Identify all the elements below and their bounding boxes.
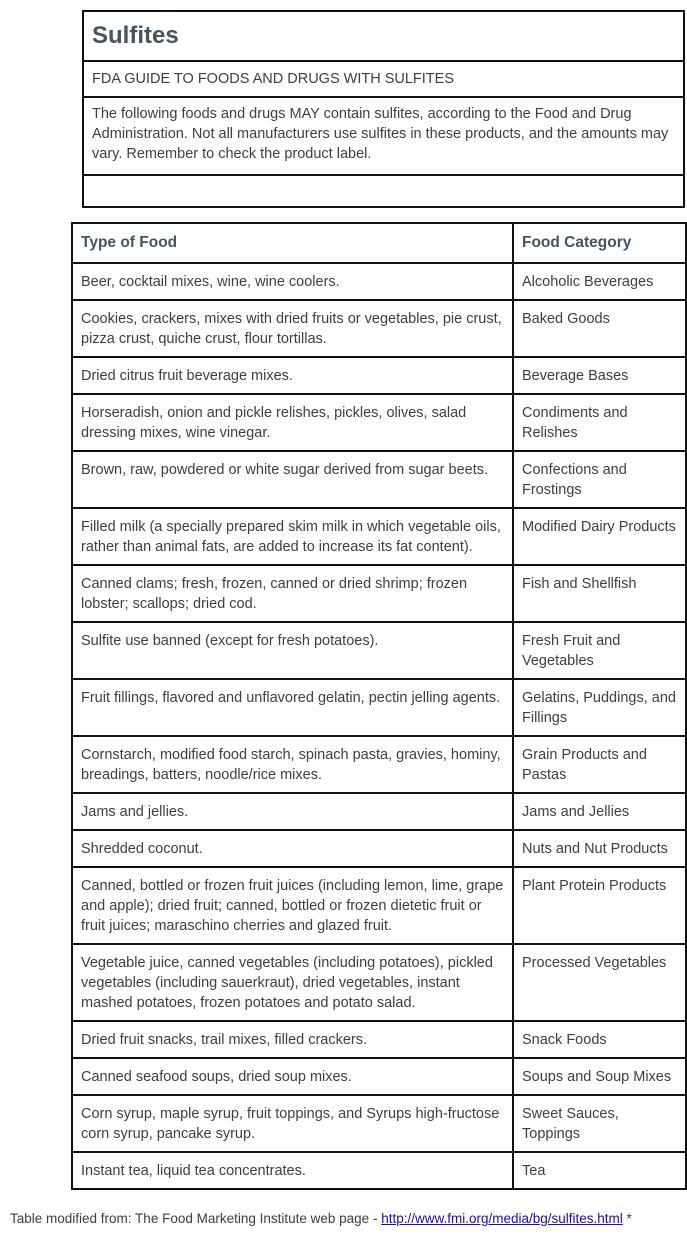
table-row: [72, 736, 686, 793]
food-category-cell: Condiments and Relishes: [513, 394, 686, 451]
food-type-cell: Dried fruit snacks, trail mixes, filled crackers.: [72, 1021, 513, 1058]
table-row: [72, 300, 686, 357]
page-description: The following foods and drugs MAY contain sulfites, according to the Food and Drug Administration. Not all manufacturers use sulfites in these products, and the amounts may vary. Remember to check the product label.: [84, 98, 683, 176]
table-row: [72, 1095, 686, 1152]
table-header-row: [72, 223, 686, 263]
table-row: [72, 263, 686, 300]
food-category-cell: Tea: [513, 1152, 686, 1189]
page-title: Sulfites: [84, 12, 683, 62]
food-type-cell: Beer, cocktail mixes, wine, wine coolers.: [72, 263, 513, 300]
table-row: [72, 793, 686, 830]
table-row: [72, 679, 686, 736]
column-header-food-category: Food Category: [513, 223, 686, 263]
empty-row: [84, 176, 683, 206]
food-category-cell: Soups and Soup Mixes: [513, 1058, 686, 1095]
food-type-cell: Dried citrus fruit beverage mixes.: [72, 357, 513, 394]
food-type-cell: Cookies, crackers, mixes with dried fruits or vegetables, pie crust, pizza crust, quiche crust, flour tortillas.: [72, 300, 513, 357]
food-type-cell: Vegetable juice, canned vegetables (including potatoes), pickled vegetables (including sauerkraut), dried vegetables, instant mashed potatoes, frozen potatoes and potato salad.: [72, 944, 513, 1021]
table-row: [72, 622, 686, 679]
food-category-cell: Snack Foods: [513, 1021, 686, 1058]
food-type-cell: Corn syrup, maple syrup, fruit toppings, and Syrups high-fructose corn syrup, pancake syrup.: [72, 1095, 513, 1152]
food-category-cell: Gelatins, Puddings, and Fillings: [513, 679, 686, 736]
food-type-cell: Jams and jellies.: [72, 793, 513, 830]
header-box: [82, 10, 685, 208]
food-category-cell: Fish and Shellfish: [513, 565, 686, 622]
page-subtitle: FDA GUIDE TO FOODS AND DRUGS WITH SULFITES: [84, 62, 683, 98]
footer-suffix: *: [622, 1211, 632, 1226]
food-type-cell: Fruit fillings, flavored and unflavored gelatin, pectin jelling agents.: [72, 679, 513, 736]
food-category-cell: Jams and Jellies: [513, 793, 686, 830]
food-type-cell: Brown, raw, powdered or white sugar derived from sugar beets.: [72, 451, 513, 508]
food-category-cell: Nuts and Nut Products: [513, 830, 686, 867]
sulfites-table: [71, 222, 687, 1190]
food-category-cell: Fresh Fruit and Vegetables: [513, 622, 686, 679]
food-type-cell: Canned seafood soups, dried soup mixes.: [72, 1058, 513, 1095]
food-category-cell: Alcoholic Beverages: [513, 263, 686, 300]
food-category-cell: Plant Protein Products: [513, 867, 686, 944]
food-category-cell: Baked Goods: [513, 300, 686, 357]
table-row: [72, 394, 686, 451]
food-type-cell: Cornstarch, modified food starch, spinach pasta, gravies, hominy, breadings, batters, noodle/rice mixes.: [72, 736, 513, 793]
food-type-cell: Filled milk (a specially prepared skim milk in which vegetable oils, rather than animal fats, are added to increase its fat content).: [72, 508, 513, 565]
food-type-cell: Canned, bottled or frozen fruit juices (including lemon, lime, grape and apple); dried fruit; canned, bottled or frozen dietetic fruit or fruit juices; maraschino cherries and glazed fruit.: [72, 867, 513, 944]
food-type-cell: Instant tea, liquid tea concentrates.: [72, 1152, 513, 1189]
food-category-cell: Confections and Frostings: [513, 451, 686, 508]
table-row: [72, 1058, 686, 1095]
table-row: [72, 1152, 686, 1189]
table-row: [72, 508, 686, 565]
food-type-cell: Horseradish, onion and pickle relishes, pickles, olives, salad dressing mixes, wine vinegar.: [72, 394, 513, 451]
table-body: [72, 263, 686, 1189]
table-row: [72, 451, 686, 508]
table-row: [72, 830, 686, 867]
food-type-cell: Sulfite use banned (except for fresh potatoes).: [72, 622, 513, 679]
column-header-type-of-food: Type of Food: [72, 223, 513, 263]
food-category-cell: Grain Products and Pastas: [513, 736, 686, 793]
table-row: [72, 1021, 686, 1058]
table-row: [72, 944, 686, 1021]
table-row: [72, 357, 686, 394]
source-link[interactable]: http://www.fmi.org/media/bg/sulfites.html: [381, 1211, 623, 1226]
table-row: [72, 867, 686, 944]
food-type-cell: Shredded coconut.: [72, 830, 513, 867]
source-footer: [10, 1211, 632, 1226]
table-row: [72, 565, 686, 622]
footer-prefix: Table modified from: The Food Marketing Institute web page -: [10, 1211, 382, 1226]
food-type-cell: Canned clams; fresh, frozen, canned or dried shrimp; frozen lobster; scallops; dried cod.: [72, 565, 513, 622]
food-category-cell: Modified Dairy Products: [513, 508, 686, 565]
food-category-cell: Processed Vegetables: [513, 944, 686, 1021]
food-category-cell: Sweet Sauces, Toppings: [513, 1095, 686, 1152]
food-category-cell: Beverage Bases: [513, 357, 686, 394]
